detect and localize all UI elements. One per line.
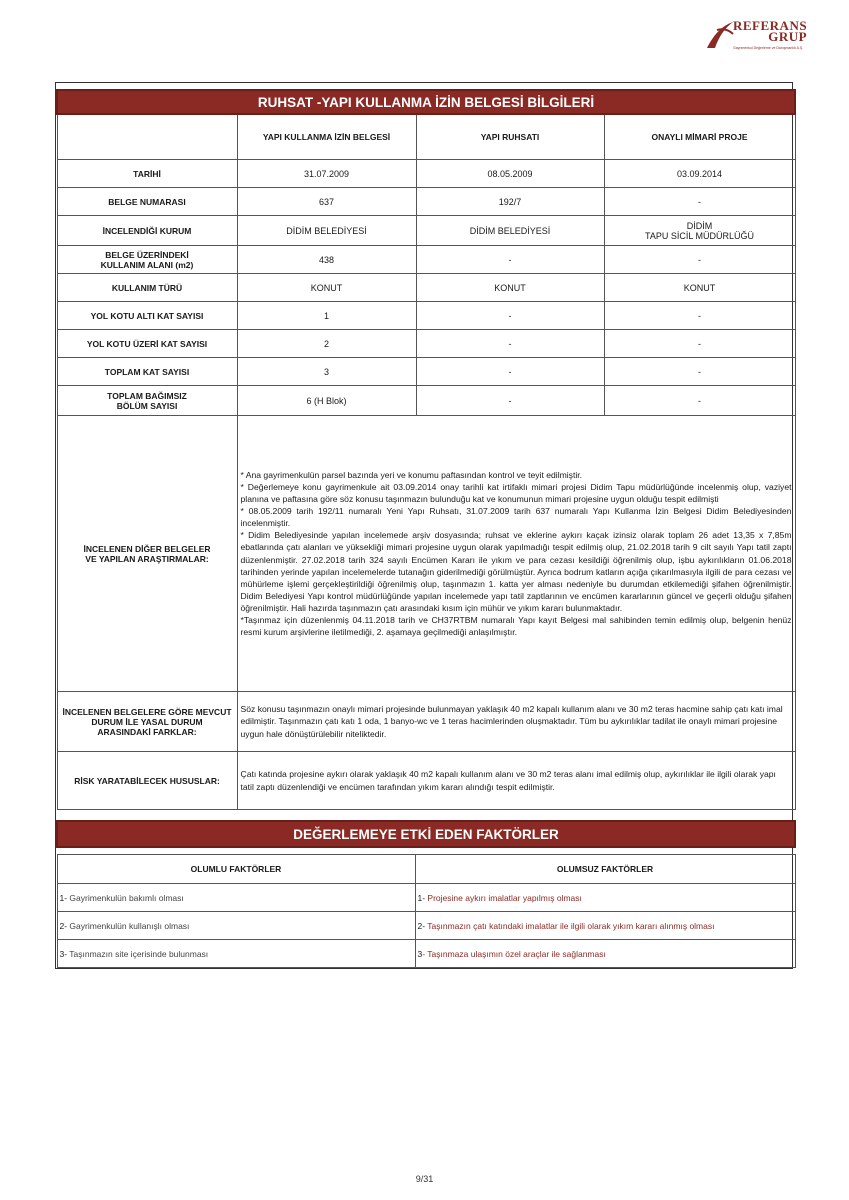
negative-factor [415,884,795,912]
paragraph: * Ana gayrimenkulün parsel bazında yeri ve konumu paftasından kontrol ve teyit edilmiştir. [240,469,583,480]
paragraph: * Değerlemeye konu gayrimenkule ait 03.09.2014 onay tarihli kat irtifaklı mimari projesi Didim Tapu müdürlüğünde incelenmiş olup, vaziyet planına ve paftasına göre söz konusu taşınmazın bulunduğu kat ve konumunun mimari projesine uygun olduğu tespit edilmişti [240,481,792,505]
cell-value: - [604,358,795,386]
cell-value: - [416,302,604,330]
risk-text: Çatı katında projesine aykırı olarak yaklaşık 40 m2 kapalı kullanım alanı ve 30 m2 teras alanı imal edilmiş olup, aykırılıklar ile ilgili olarak yapı tatil zaptı düzenlendiği ve encümen tarafından yıkım kararı alındığı tespit edilmiştir. [237,752,795,810]
label-line: BELGE ÜZERİNDEKİ [105,249,189,260]
table-row [57,188,795,216]
logo-tagline: Gayrimenkul Değerleme ve Danışmanlık A.Ş. [733,46,804,50]
row-label [57,692,237,752]
factor-number: 3 [417,948,423,959]
cell-value: 08.05.2009 [416,160,604,188]
page-number: 9/31 [415,1174,434,1184]
row-label: TARİHİ [57,160,237,188]
table-row [57,246,795,274]
differences-row [57,692,795,752]
row-label [57,386,237,416]
label-line: ARASINDAKİ FARKLAR: [97,726,197,737]
paragraph: *Taşınmaz için düzenlenmiş 04.11.2018 tarih ve CH37RTBM numaralı Yapı kayıt Belgesi mal sahibinden temin edilmiş olup, belgenin henüz resmi kurum arşivlerine iletilmediği, 2. aşamaya geçilmediği anlaşılmıştır. [240,614,792,638]
label-line: İNCELENEN DİĞER BELGELER [83,543,211,554]
company-logo [703,16,819,56]
row-label: RİSK YARATABİLECEK HUSUSLAR: [57,752,237,810]
table-row [57,216,795,246]
table-row [57,386,795,416]
factor-text: Taşınmazın site içerisinde bulunması [67,948,209,959]
col-header-usage-permit: YAPI KULLANMA İZİN BELGESİ [237,114,416,160]
cell-value: - [604,188,795,216]
factor-text: Gayrimenkulün kullanışlı olması [67,920,190,931]
negative-factors-header: OLUMSUZ FAKTÖRLER [415,855,795,884]
risk-row [57,752,795,810]
cell-value: - [604,246,795,274]
negative-factor [415,940,795,968]
cell-value: DİDİM BELEDİYESİ [416,216,604,246]
cell-value: 6 (H Blok) [237,386,416,416]
factor-row [57,940,795,968]
logo-name: REFERANS GRUP [733,18,808,44]
label-line: BÖLÜM SAYISI [116,400,178,411]
cell-value: - [604,330,795,358]
factor-text: Gayrimenkulün bakımlı olması [67,892,184,903]
paragraph: * 08.05.2009 tarih 192/11 numaralı Yeni Yapı Ruhsatı, 31.07.2009 tarih 637 numaralı Yapı Kullanma İzin Belgesi Didim Belediyesinden incelenmiştir. [240,506,792,529]
col-header-building-permit: YAPI RUHSATI [416,114,604,160]
factor-number: 2- [59,920,68,931]
row-label: İNCELENDİĞİ KURUM [57,216,237,246]
label-line: VE YAPILAN ARAŞTIRMALAR: [85,553,209,564]
factor-number: 1- [59,892,68,903]
cell-value: - [604,386,795,416]
cell-value: - [604,302,795,330]
cell-line: TAPU SİCİL MÜDÜRLÜĞÜ [644,230,754,241]
table-row [57,358,795,386]
label-line: KULLANIM ALANI (m2) [100,259,194,270]
factor-number: 1- [417,892,426,903]
positive-factor [57,940,415,968]
cell-value: KONUT [237,274,416,302]
label-line: DURUM İLE YASAL DURUM [91,716,203,727]
cell-value: KONUT [416,274,604,302]
factor-row [57,912,795,940]
cell-value: 2 [237,330,416,358]
col-header-approved-project: ONAYLI MİMARİ PROJE [604,114,795,160]
cell-value [604,216,795,246]
factor-number: 3- [59,948,68,959]
cell-value: 1 [237,302,416,330]
cell-value: 637 [237,188,416,216]
factors-table [56,820,796,968]
differences-text: Söz konusu taşınmazın onaylı mimari projesinde bulunmayan yaklaşık 40 m2 kapalı kullanım alanı ve 30 m2 teras hacmine sahip çatı katı imal edilmiştir. Taşınmazın çatı katı 1 oda, 1 banyo-wc ve 1 teras hacimlerinden oluşmaktadır. Tüm bu aykırılıklar tadilat ile onaylı mimari projesine uygun hale dönüştürülebilir niteliktedir. [237,692,795,752]
logo-swoosh-icon [703,18,737,52]
empty-header-cell [57,114,237,160]
section-title-factors: DEĞERLEMEYE ETKİ EDEN FAKTÖRLER [57,821,795,847]
table-row [57,274,795,302]
table-row [57,330,795,358]
cell-value: KONUT [604,274,795,302]
table-row [57,160,795,188]
cell-value: 3 [237,358,416,386]
factor-text: Taşınmazın çatı katındaki imalatlar ile ilgili olarak yıkım kararı alınmış olması [425,920,715,931]
row-label: BELGE NUMARASI [57,188,237,216]
positive-factors-header: OLUMLU FAKTÖRLER [57,855,415,884]
permit-info-table [56,83,796,810]
paragraph: * Didim Belediyesinde yapılan incelemede arşiv dosyasında; ruhsat ve eklerine aykırı kaçak izinsiz olarak toplam 26 adet 13,35 x 7,85m ebatlarında çatı alanları ve yüksekliği mimari projesine uygun olarak yapılmadığı tespit edilmiş olup, 21.02.2018 tarih 9 cilt sayılı Yapı tatil zaptı düzenlenmiştir. 27.02.2018 tarih 324 sayılı Encümen Kararı ile yıkım ve para cezası kesildiği öğrenilmiş olup, işbu aykırılıkların 01.06.2018 tarihinden yerinde yapılan incelemelerde tutanağın giderilmediği görülmüştür. Ayrıca bodrum katların açığa çıkarılmasıyla ilgili de para cezası ve mühürleme işlemi gerçekleştirildiği öğrenilmiş olup, taşınmazın 1. katta yer alması nedeniyle bu durumdan etkilemediği şifahen öğrenilmiştir. Didim Belediyesi Yapı kontrol müdürlüğünde yapılan incelemede yapı tatil zaptlarının ve encümen kararlarının güncel ve geçerli olduğu şifahen öğrenilmiştir. Hali hazırda taşınmazın çatı arasındaki kısım için mühür ve yıkım kararı bulunmaktadır. [240,530,792,613]
section-title-permits: RUHSAT -YAPI KULLANMA İZİN BELGESİ BİLGİLERİ [57,90,795,114]
label-line: TOPLAM BAĞIMSIZ [107,390,187,401]
cell-value: - [416,386,604,416]
table-row [57,302,795,330]
cell-value: 31.07.2009 [237,160,416,188]
positive-factor [57,884,415,912]
row-label: YOL KOTU ÜZERİ KAT SAYISI [57,330,237,358]
cell-value: - [416,358,604,386]
cell-value: - [416,246,604,274]
report-frame [55,82,793,969]
row-label: YOL KOTU ALTI KAT SAYISI [57,302,237,330]
cell-value: - [416,330,604,358]
positive-factor [57,912,415,940]
factors-header-row [57,855,795,884]
factor-number: 2- [417,920,426,931]
row-label [57,416,237,692]
cell-value: DİDİM BELEDİYESİ [237,216,416,246]
cell-value: 03.09.2014 [604,160,795,188]
factor-text: Projesine aykırı imalatlar yapılmış olması [425,892,582,903]
factor-row [57,884,795,912]
other-documents-text [237,416,795,692]
label-line: İNCELENEN BELGELERE GÖRE MEVCUT [62,706,232,717]
factor-text: - Taşınmaza ulaşımın özel araçlar ile sağlanması [422,948,606,959]
negative-factor [415,912,795,940]
row-label: TOPLAM KAT SAYISI [57,358,237,386]
row-label: KULLANIM TÜRÜ [57,274,237,302]
cell-value: 438 [237,246,416,274]
column-header-row [57,114,795,160]
row-label [57,246,237,274]
other-documents-row [57,416,795,692]
cell-line: DİDİM [686,220,713,231]
cell-value: 192/7 [416,188,604,216]
